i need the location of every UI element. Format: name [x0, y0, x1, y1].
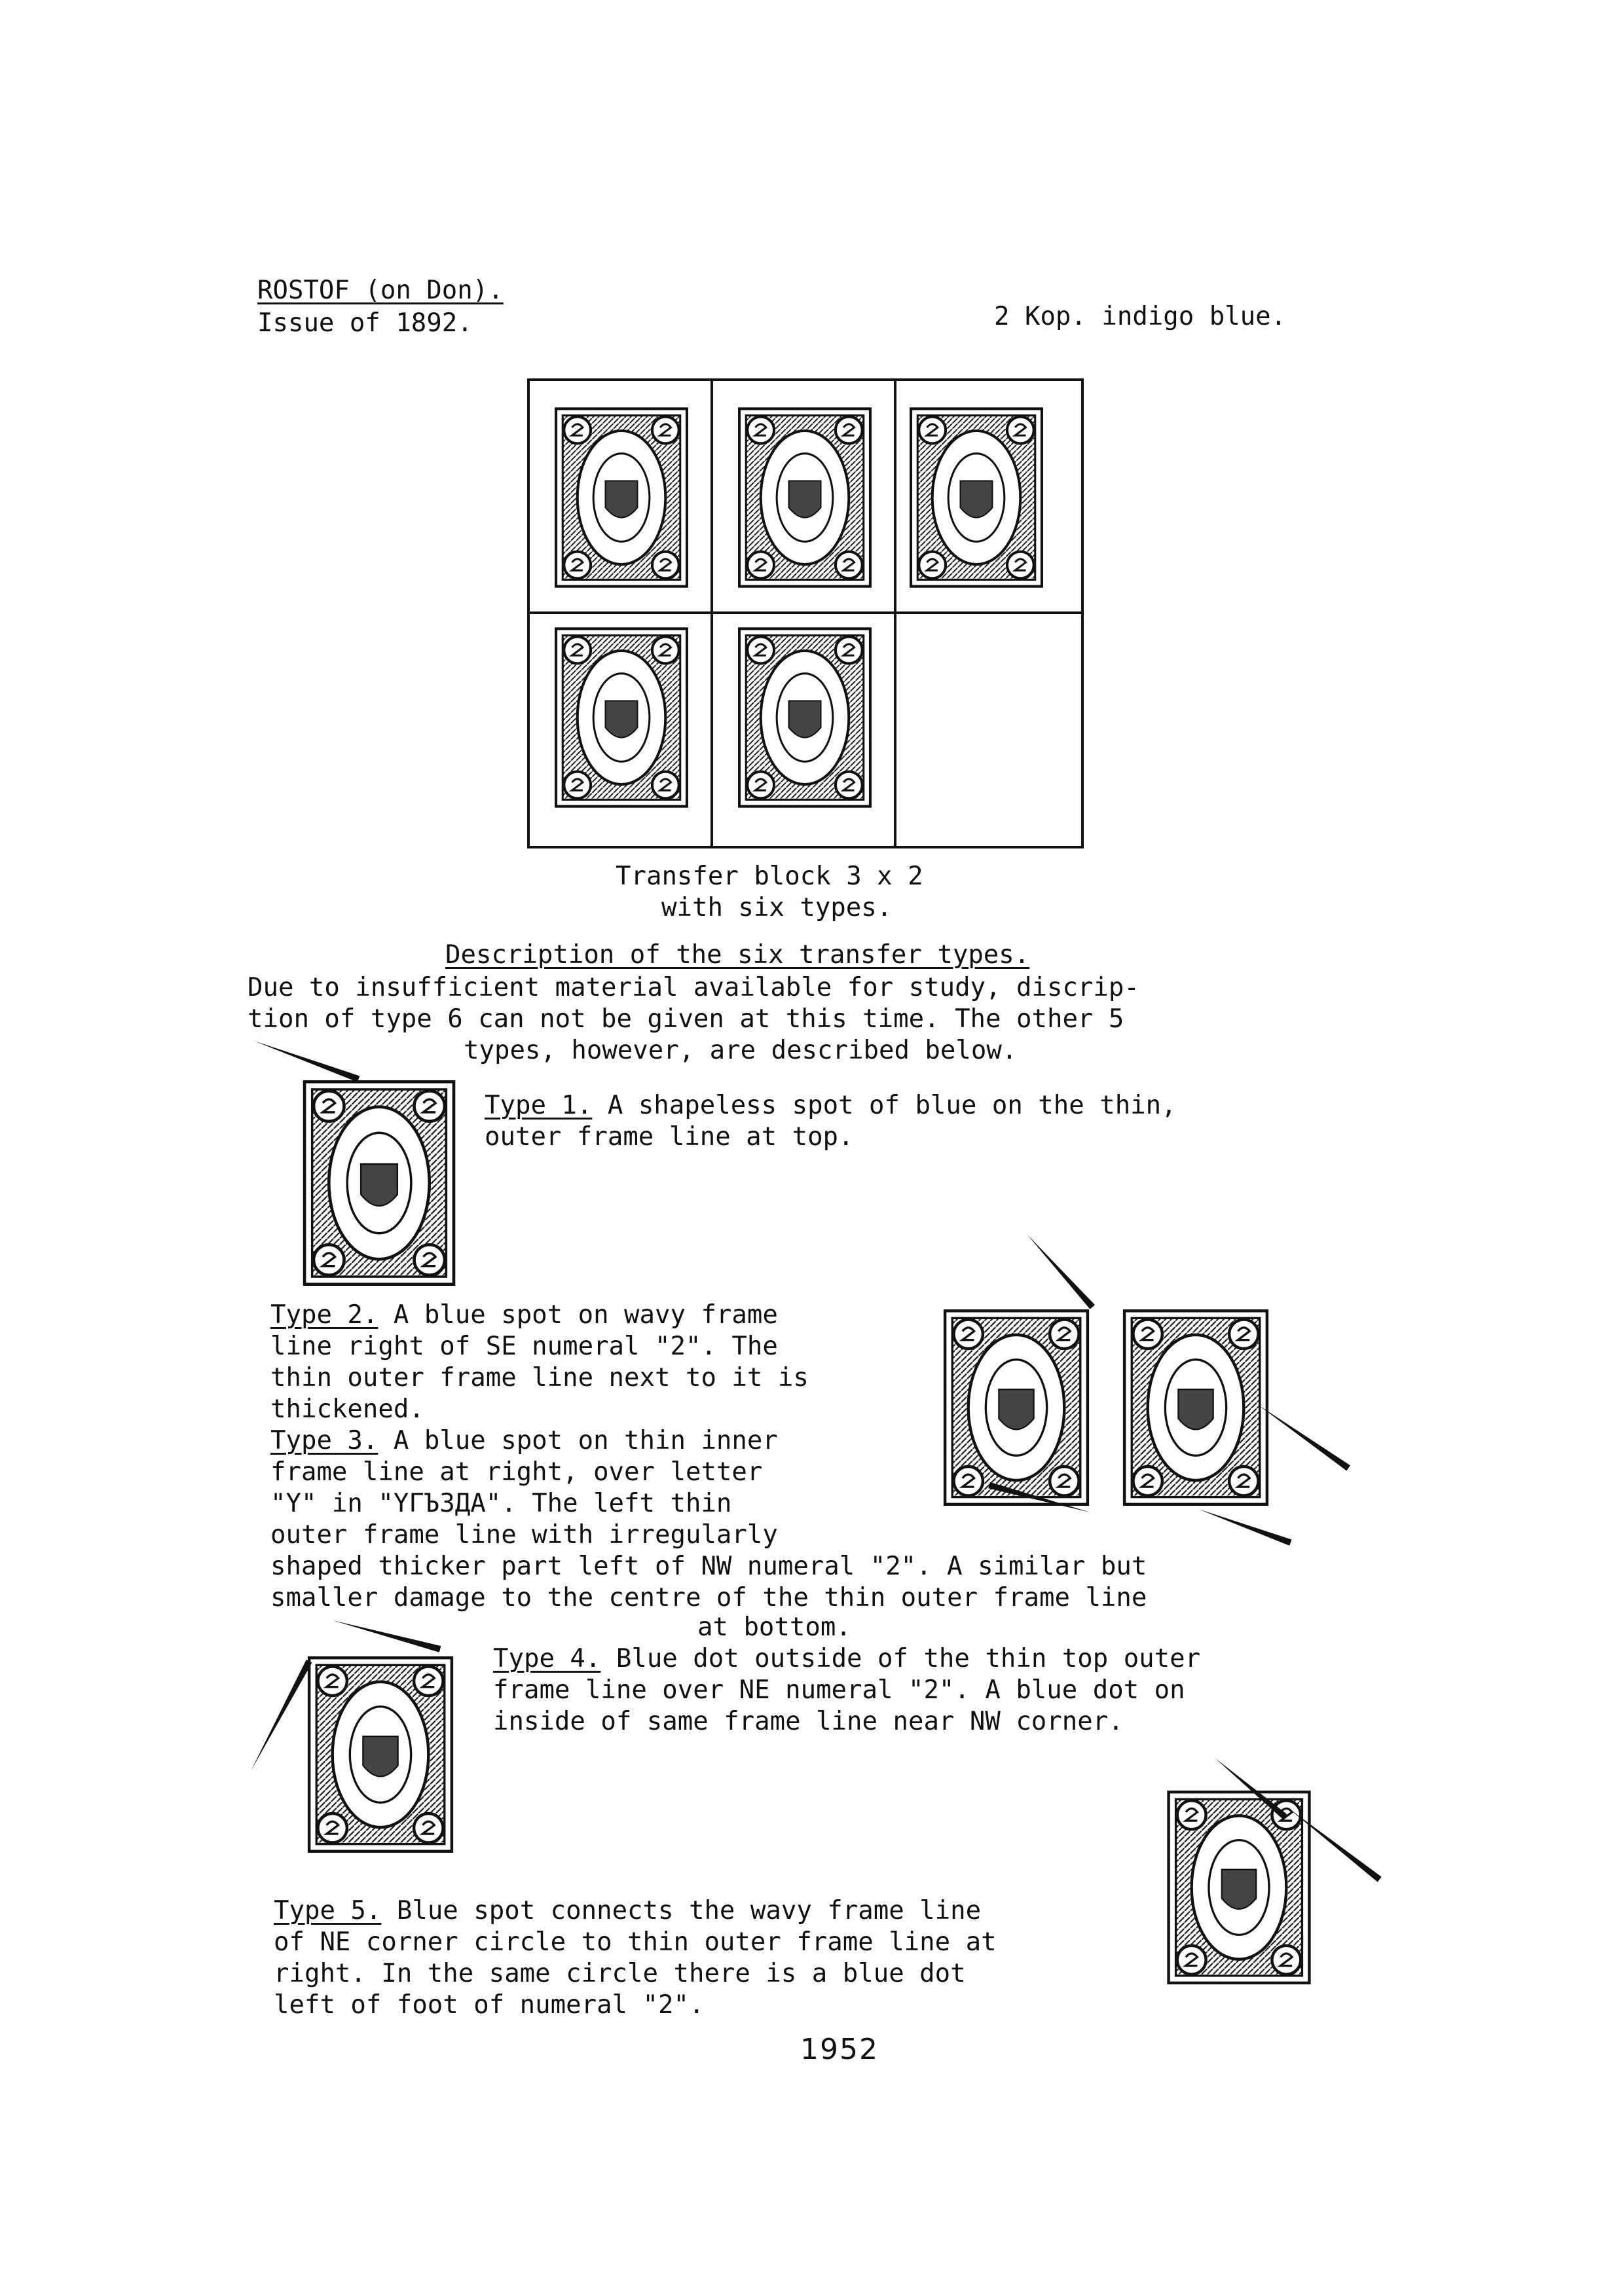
stamp-image [555, 407, 688, 588]
type-text: A blue spot on thin inner [378, 1426, 778, 1455]
block-cell-1 [527, 378, 713, 614]
block-cell-2 [710, 378, 896, 614]
type-3-line2: frame line at right, over letter [270, 1457, 763, 1487]
type-5-stamp [1159, 1791, 1319, 1984]
type-3-line4: outer frame line with irregularly [270, 1520, 778, 1550]
type-label: Type 4. [493, 1644, 601, 1673]
stamp-image [738, 627, 872, 808]
type-2-line2: line right of SE numeral "2". The [270, 1332, 778, 1361]
type-3-line7: at bottom. [697, 1613, 851, 1642]
stamp-image [738, 407, 872, 588]
description-line: tion of type 6 can not be given at this time. The other 5 [248, 1004, 1124, 1034]
description-line: types, however, are described below. [464, 1036, 1018, 1065]
type-5-line2: of NE corner circle to thin outer frame line at [274, 1927, 997, 1957]
type-3-stamp [1117, 1309, 1274, 1506]
type-5-line3: right. In the same circle there is a blue dot [274, 1959, 966, 1988]
type-5-line1 [274, 1895, 981, 1927]
type-4-line3: inside of same frame line near NW corner. [493, 1707, 1124, 1736]
stamp-image [910, 407, 1043, 588]
page-title: ROSTOF (on Don). [257, 276, 504, 305]
type-4-stamp [300, 1656, 461, 1853]
type-1-line1 [485, 1090, 1177, 1121]
description-heading: Description of the six transfer types. [445, 940, 1030, 970]
block-cell-3 [894, 378, 1084, 614]
type-1-stamp [297, 1080, 462, 1286]
type-text: A shapeless spot of blue on the thin, [592, 1091, 1177, 1120]
type-3-line1 [270, 1425, 778, 1457]
description-line: Due to insufficient material available for study, discrip- [248, 973, 1139, 1002]
type-label: Type 2. [270, 1300, 378, 1330]
block-caption-line1: Transfer block 3 x 2 [616, 862, 923, 891]
arrow-marker [1024, 1232, 1095, 1309]
stamp-value: 2 Kop. indigo blue. [994, 302, 1287, 331]
type-text: A blue spot on wavy frame [378, 1300, 778, 1330]
type-3-line6: smaller damage to the centre of the thin outer frame line [270, 1583, 1147, 1613]
type-label: Type 1. [485, 1091, 593, 1120]
transfer-block [527, 378, 1092, 850]
type-3-line3: "Y" in "YГЪЗДА". The left thin [270, 1489, 732, 1518]
arrow-marker [253, 1038, 360, 1082]
arrow-marker [1197, 1506, 1291, 1546]
block-cell-5 [710, 611, 896, 848]
stamp-image [555, 627, 688, 808]
type-text: Blue dot outside of the thin top outer [600, 1644, 1201, 1673]
type-2-line4: thickened. [270, 1394, 424, 1424]
block-cell-6-empty [894, 611, 1084, 848]
type-2-stamp [938, 1309, 1095, 1506]
type-2-line3: thin outer frame line next to it is [270, 1363, 809, 1393]
arrow-marker [332, 1617, 441, 1652]
type-1-line2: outer frame line at top. [485, 1122, 854, 1152]
block-cell-4 [527, 611, 713, 848]
issue-line: Issue of 1892. [257, 308, 473, 338]
page-number: 1952 [800, 2033, 879, 2066]
type-4-line1 [493, 1643, 1200, 1675]
type-5-line4: left of foot of numeral "2". [274, 1990, 705, 2020]
type-4-line2: frame line over NE numeral "2". A blue dot on [493, 1675, 1185, 1705]
type-text: Blue spot connects the wavy frame line [381, 1896, 982, 1925]
type-label: Type 5. [274, 1896, 382, 1925]
type-3-line5: shaped thicker part left of NW numeral "2". A similar but [270, 1552, 1147, 1581]
type-label: Type 3. [270, 1426, 378, 1455]
type-2-line1 [270, 1300, 778, 1331]
block-caption-line2: with six types. [661, 893, 893, 922]
